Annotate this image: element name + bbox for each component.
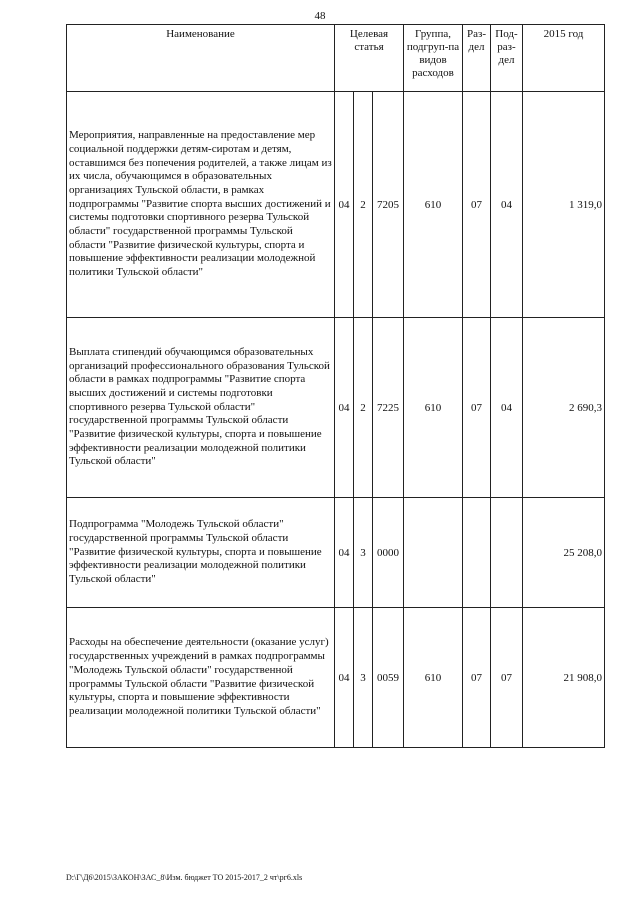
subsection-code bbox=[491, 498, 523, 608]
section-code: 07 bbox=[463, 318, 491, 498]
group-code: 610 bbox=[404, 318, 463, 498]
subsection-code: 07 bbox=[491, 608, 523, 748]
target-part-3: 0059 bbox=[373, 608, 404, 748]
header-year: 2015 год bbox=[523, 25, 605, 92]
target-part-3: 0000 bbox=[373, 498, 404, 608]
page-number: 48 bbox=[314, 10, 326, 22]
target-part-1: 04 bbox=[335, 92, 354, 318]
table-row bbox=[67, 608, 605, 748]
target-part-2: 2 bbox=[354, 92, 373, 318]
amount: 25 208,0 bbox=[523, 498, 605, 608]
header-section: Раз-дел bbox=[463, 25, 491, 92]
table-row bbox=[67, 498, 605, 608]
row-name: Выплата стипендий обучающимся образовательных организаций профессионального образования Тульской области в рамках подпрограммы "Развитие спорта высших достижений и системы подготовки спортивного резерва Тульской области" государственной программы Тульской области "Развитие физической культуры, спорта и повышение эффективности реализации молодежной политики Тульской области" bbox=[67, 318, 335, 498]
table-header-row bbox=[67, 25, 605, 92]
subsection-code: 04 bbox=[491, 318, 523, 498]
table-row bbox=[67, 92, 605, 318]
section-code: 07 bbox=[463, 608, 491, 748]
row-name: Подпрограмма "Молодежь Тульской области" государственной программы Тульской области "Развитие физической культуры, спорта и повышение эффективности реализации молодежной политики Тульской области" bbox=[67, 498, 335, 608]
amount: 1 319,0 bbox=[523, 92, 605, 318]
header-target: Целевая статья bbox=[335, 25, 404, 92]
target-part-1: 04 bbox=[335, 318, 354, 498]
target-part-2: 2 bbox=[354, 318, 373, 498]
budget-table bbox=[66, 24, 605, 748]
header-name: Наименование bbox=[67, 25, 335, 92]
group-code bbox=[404, 498, 463, 608]
target-part-3: 7225 bbox=[373, 318, 404, 498]
section-code bbox=[463, 498, 491, 608]
file-path-footer: D:\Г\Д6\2015\ЗАКОН\ЗАС_8\Изм. бюджет ТО 2015-2017_2 чт\рг6.xls bbox=[66, 873, 303, 882]
target-part-2: 3 bbox=[354, 498, 373, 608]
row-name: Мероприятия, направленные на предоставление мер социальной поддержки детям-сиротам и детям, оставшимся без попечения родителей, а также лицам из их числа, обучающимся в образовательных организациях Тульской области, в рамках подпрограммы "Развитие спорта высших достижений и системы подготовки спортивного резерва Тульской области" государственной программы Тульской области "Развитие физической культуры, спорта и повышение эффективности реализации молодежной политики Тульской области" bbox=[67, 92, 335, 318]
header-group: Группа, подгруп-па видов расходов bbox=[404, 25, 463, 92]
subsection-code: 04 bbox=[491, 92, 523, 318]
target-part-3: 7205 bbox=[373, 92, 404, 318]
target-part-1: 04 bbox=[335, 608, 354, 748]
amount: 2 690,3 bbox=[523, 318, 605, 498]
group-code: 610 bbox=[404, 608, 463, 748]
header-subsection: Под-раз-дел bbox=[491, 25, 523, 92]
group-code: 610 bbox=[404, 92, 463, 318]
section-code: 07 bbox=[463, 92, 491, 318]
target-part-1: 04 bbox=[335, 498, 354, 608]
table-row bbox=[67, 318, 605, 498]
target-part-2: 3 bbox=[354, 608, 373, 748]
row-name: Расходы на обеспечение деятельности (оказание услуг) государственных учреждений в рамках подпрограммы "Молодежь Тульской области" государственной программы Тульской области "Развитие физической культуры, спорта и повышение эффективности реализации молодежной политики Тульской области" bbox=[67, 608, 335, 748]
amount: 21 908,0 bbox=[523, 608, 605, 748]
